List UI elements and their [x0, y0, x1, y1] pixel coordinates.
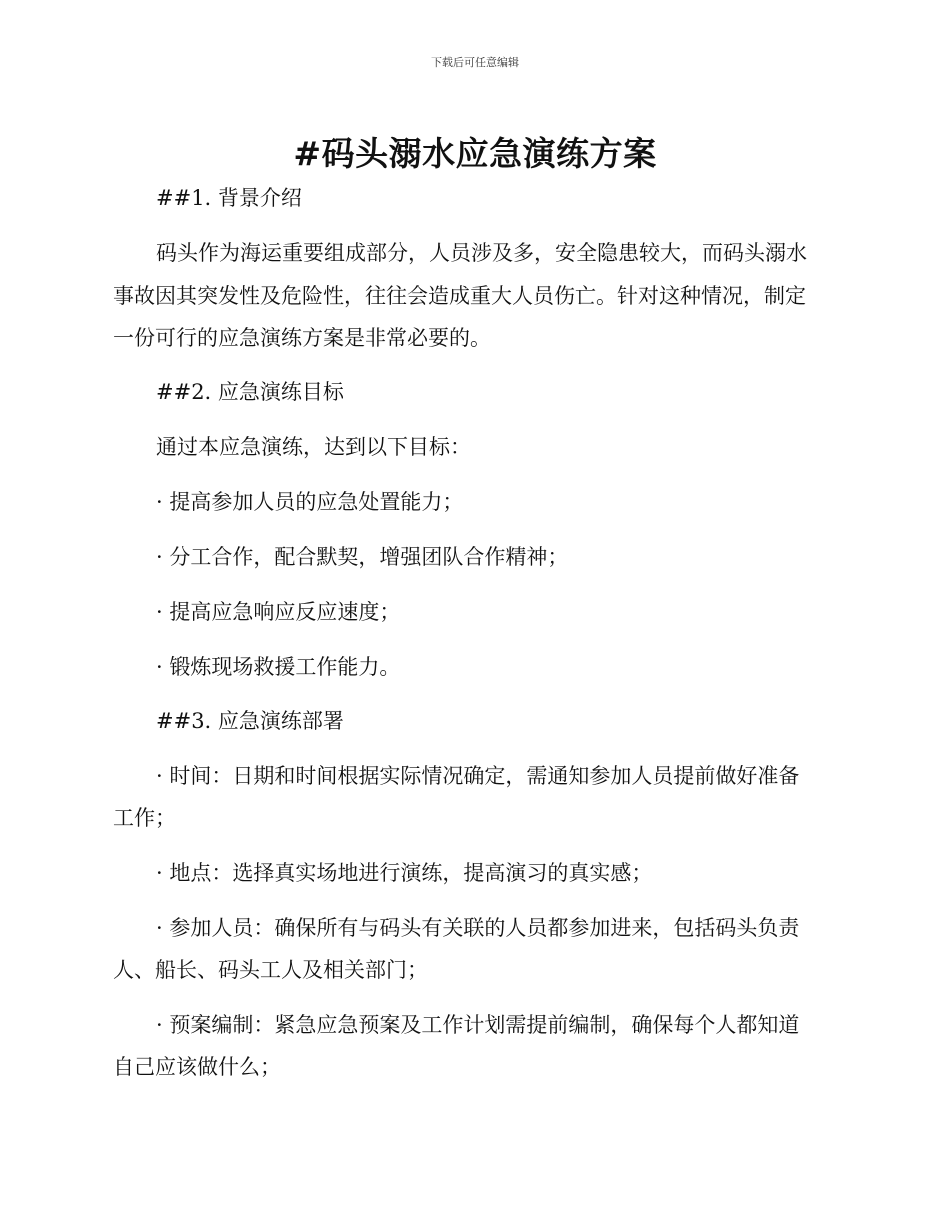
section-1-paragraph-line: 事故因其突发性及危险性，往往会造成重大人员伤亡。针对这种情况，制定 — [113, 284, 806, 308]
section-1-heading: ##1. 背景介绍 — [156, 186, 302, 210]
deployment-item-plan: · 预案编制：紧急应急预案及工作计划需提前编制，确保每个人都知道 — [156, 1013, 800, 1037]
deployment-item-participants: · 参加人员：确保所有与码头有关联的人员都参加进来，包括码头负责 — [156, 916, 800, 940]
goal-list-item: · 提高应急响应反应速度； — [156, 600, 401, 624]
deployment-item-time: · 时间：日期和时间根据实际情况确定，需通知参加人员提前做好准备 — [156, 764, 800, 788]
page-title: #码头溺水应急演练方案 — [293, 134, 657, 173]
header-note: 下载后可任意编辑 — [431, 56, 519, 69]
deployment-item-time-continued: 工作； — [113, 806, 176, 830]
section-2-intro: 通过本应急演练，达到以下目标： — [156, 435, 471, 459]
deployment-item-plan-continued: 自己应该做什么； — [113, 1055, 281, 1079]
goal-list-item: · 锻炼现场救援工作能力。 — [156, 655, 401, 679]
deployment-item-participants-continued: 人、船长、码头工人及相关部门； — [113, 958, 428, 982]
deployment-item-location: · 地点：选择真实场地进行演练，提高演习的真实感； — [156, 861, 653, 885]
goal-list-item: · 分工合作，配合默契，增强团队合作精神； — [156, 545, 569, 569]
section-1-paragraph-line: 码头作为海运重要组成部分，人员涉及多，安全隐患较大，而码头溺水 — [156, 241, 807, 265]
section-3-heading: ##3. 应急演练部署 — [156, 709, 344, 733]
section-2-heading: ##2. 应急演练目标 — [156, 380, 344, 404]
goal-list-item: · 提高参加人员的应急处置能力； — [156, 490, 464, 514]
section-1-paragraph-line: 一份可行的应急演练方案是非常必要的。 — [113, 326, 491, 350]
